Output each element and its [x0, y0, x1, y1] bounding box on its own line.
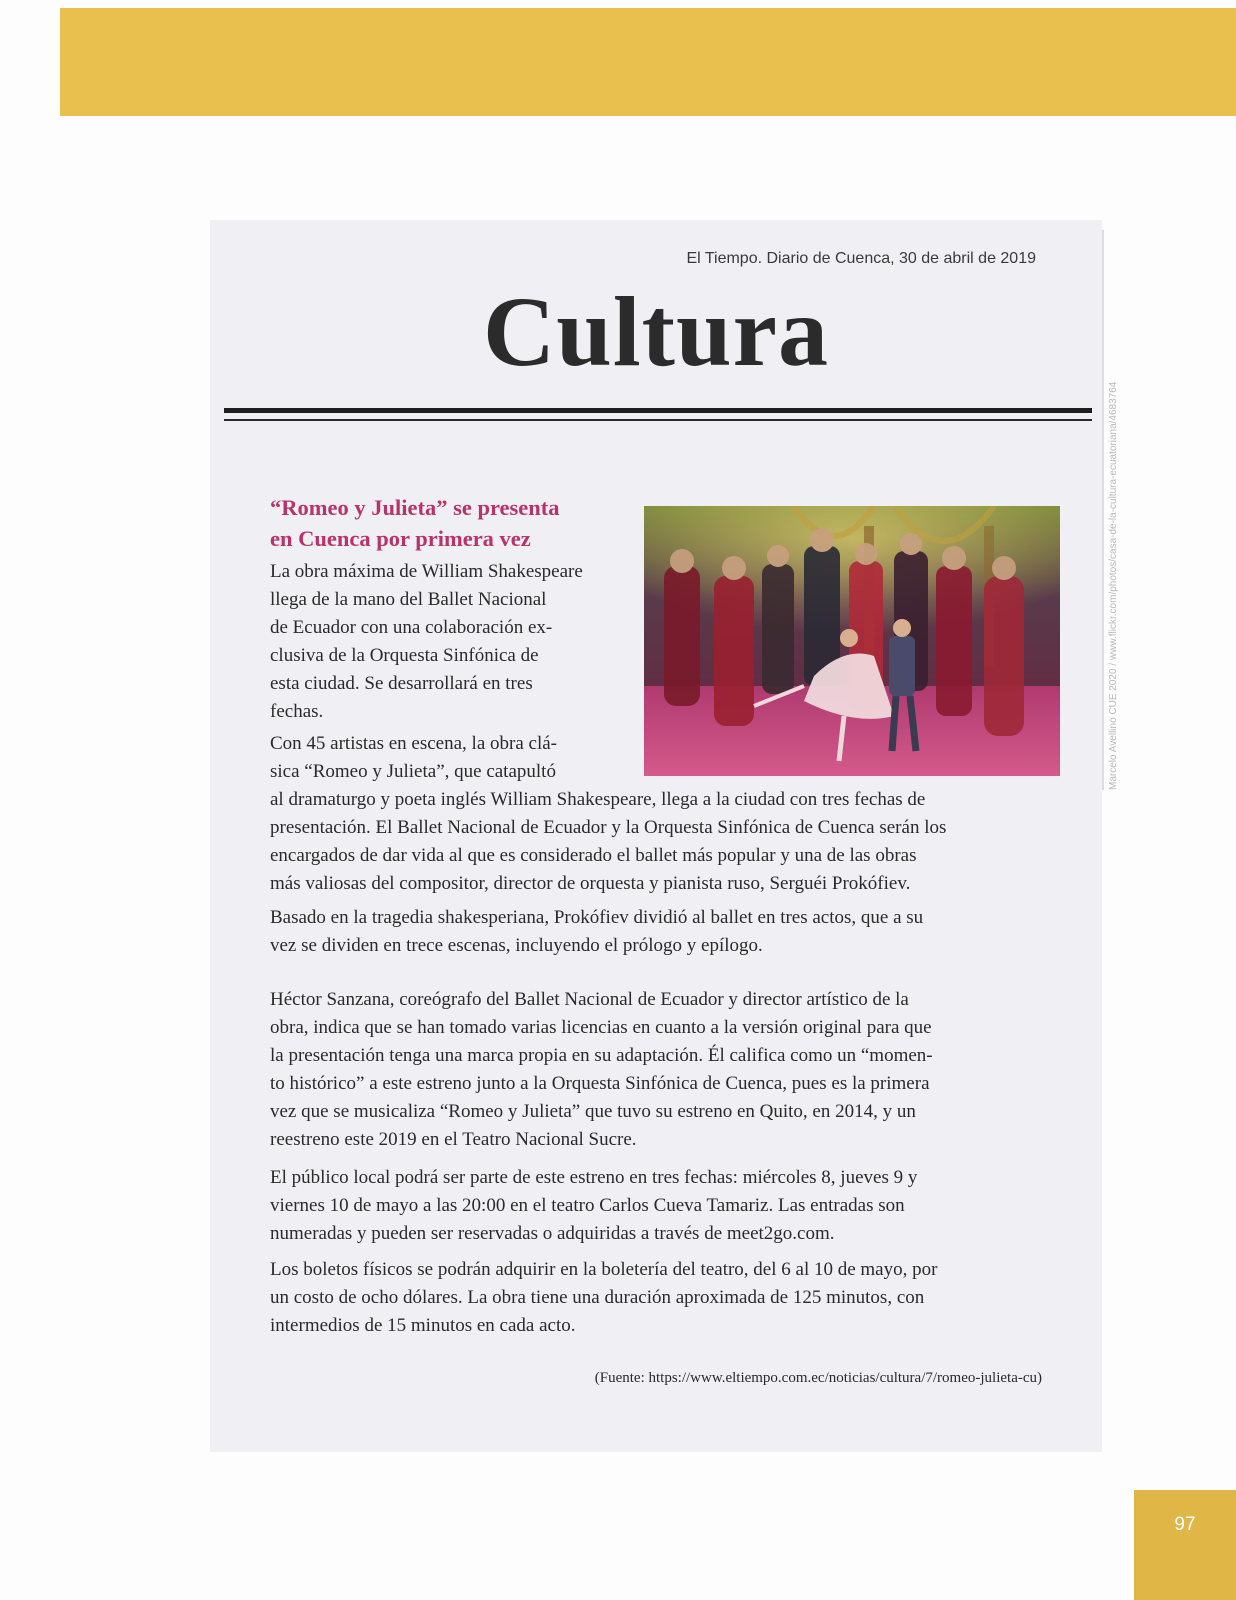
text-line: fechas. [270, 701, 324, 722]
dateline: El Tiempo. Diario de Cuenca, 30 de abril de 2019 [686, 250, 1036, 267]
text-line: llega de la mano del Ballet Nacional [270, 589, 547, 610]
headline-line: “Romeo y Julieta” se presenta [270, 495, 560, 520]
text-line: un costo de ocho dólares. La obra tiene una duración aproximada de 125 minutos, con [270, 1287, 925, 1308]
text-line: encargados de dar vida al que es considerado el ballet más popular y una de las obras [270, 845, 917, 866]
paragraph-6 [270, 1256, 1062, 1340]
text-line: Basado en la tragedia shakesperiana, Prokófiev dividió al ballet en tres actos, que a su [270, 907, 924, 928]
text-line: viernes 10 de mayo a las 20:00 en el teatro Carlos Cueva Tamariz. Las entradas son [270, 1195, 905, 1216]
paragraph-2-wide [270, 786, 1062, 898]
page-number-box [1134, 1490, 1236, 1600]
text-line: Héctor Sanzana, coreógrafo del Ballet Nacional de Ecuador y director artístico de la [270, 989, 909, 1010]
text-line: más valiosas del compositor, director de orquesta y pianista ruso, Serguéi Prokófiev. [270, 873, 911, 894]
page-number: 97 [1174, 1514, 1196, 1535]
text-line: to histórico” a este estreno junto a la Orquesta Sinfónica de Cuenca, pues es la primera [270, 1073, 930, 1094]
text-line: vez se dividen en trece escenas, incluyendo el prólogo y epílogo. [270, 935, 763, 956]
text-line: vez que se musicaliza “Romeo y Julieta” que tuvo su estreno en Quito, en 2014, y un [270, 1101, 916, 1122]
paragraph-4 [270, 986, 1062, 1154]
article-headline [270, 492, 620, 554]
top-color-band [60, 8, 1236, 116]
text-line: clusiva de la Orquesta Sinfónica de [270, 645, 539, 666]
text-line: reestreno este 2019 en el Teatro Nacional Sucre. [270, 1129, 637, 1150]
text-line: intermedios de 15 minutos en cada acto. [270, 1315, 576, 1336]
paragraph-2-narrow [270, 730, 620, 786]
source-citation: (Fuente: https://www.eltiempo.com.ec/noticias/cultura/7/romeo-julieta-cu) [594, 1370, 1042, 1386]
news-article [210, 220, 1102, 1452]
text-line: Los boletos físicos se podrán adquirir en la boletería del teatro, del 6 al 10 de mayo, por [270, 1259, 938, 1280]
text-line: Con 45 artistas en escena, la obra clá- [270, 733, 557, 754]
headline-line: en Cuenca por primera vez [270, 526, 531, 551]
text-line: la presentación tenga una marca propia en su adaptación. Él califica como un “momen- [270, 1045, 933, 1066]
text-line: presentación. El Ballet Nacional de Ecuador y la Orquesta Sinfónica de Cuenca serán los [270, 817, 947, 838]
title-rule-thick [224, 408, 1092, 413]
text-line: La obra máxima de William Shakespeare [270, 561, 583, 582]
ballet-photo [644, 506, 1060, 776]
paragraph-3 [270, 904, 1062, 960]
section-title: Cultura [483, 276, 829, 387]
photo-credit: Marcelo Avellino CUE 2020 / www.flickr.com/photos/casa-de-la-cultura-ecuatoriana/4683764 [1108, 381, 1119, 790]
photo-credit-rule [1102, 230, 1104, 790]
text-line: al dramaturgo y poeta inglés William Shakespeare, llega a la ciudad con tres fechas de [270, 789, 926, 810]
text-line: numeradas y pueden ser reservadas o adquiridas a través de meet2go.com. [270, 1223, 835, 1244]
ballet-stage-image [644, 506, 1060, 776]
paragraph-5 [270, 1164, 1062, 1248]
title-rule-thin [224, 419, 1092, 421]
text-line: obra, indica que se han tomado varias licencias en cuanto a la versión original para que [270, 1017, 932, 1038]
text-line: sica “Romeo y Julieta”, que catapultó [270, 761, 556, 782]
text-line: de Ecuador con una colaboración ex- [270, 617, 553, 638]
text-line: El público local podrá ser parte de este estreno en tres fechas: miércoles 8, jueves 9 y [270, 1167, 918, 1188]
paragraph-1 [270, 558, 620, 726]
text-line: esta ciudad. Se desarrollará en tres [270, 673, 533, 694]
